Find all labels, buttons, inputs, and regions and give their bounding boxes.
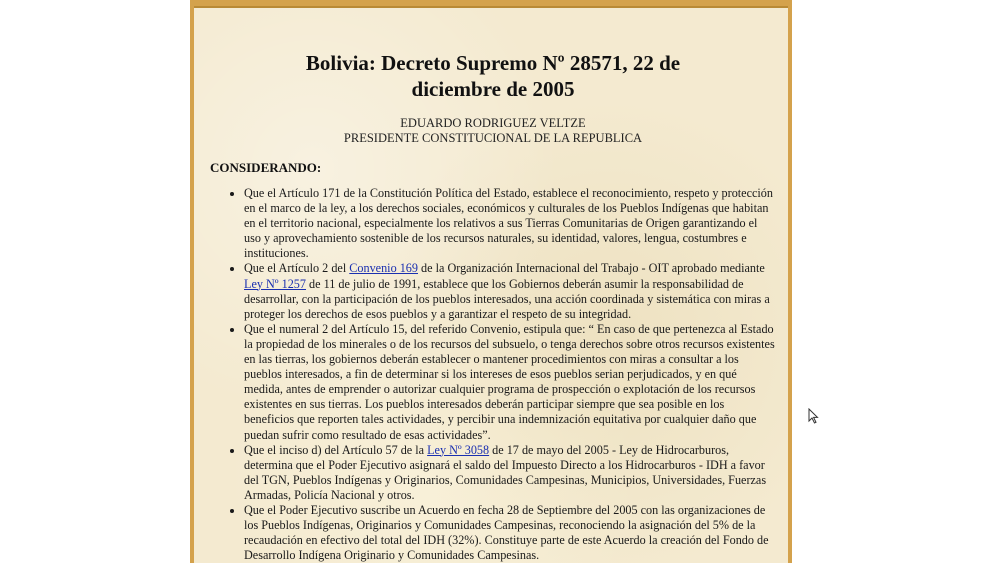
ley-3058-link[interactable]: Ley Nº 3058: [427, 442, 490, 457]
list-item: [244, 261, 776, 321]
ley-1257-link[interactable]: Ley Nº 1257: [244, 276, 306, 291]
item-text: de 11 de julio de 1991, establece que los Gobiernos deberán asumir la responsabilidad de desarrollar, con la participación de los pueblos interesados, una acción coordinada y sistemática con miras a proteger los derechos de esos pueblos y a garantizar el respeto de su integridad.: [244, 276, 770, 321]
document-frame: [190, 0, 792, 563]
item-text: de 17 de mayo del 2005 - Ley de Hidrocarburos, determina que el Poder Ejecutivo asignará el saldo del Impuesto Directo a los Hidrocarburos - IDH a favor del TGN, Pueblos Indígenas y Originarios, Comunidades Campesinas, Municipios, Universidades, Fuerzas Armadas, Policía Nacional y otros.: [244, 442, 767, 502]
list-item: [244, 443, 776, 503]
item-text: Que el inciso d) del Artículo 57 de la: [244, 442, 428, 457]
list-item: [244, 322, 776, 443]
section-heading: CONSIDERANDO:: [210, 160, 322, 175]
page-title: Bolivia: Decreto Supremo Nº 28571, 22 de diciembre de 2005: [305, 51, 681, 101]
mouse-pointer-icon: [808, 408, 820, 424]
president-name: EDUARDO RODRIGUEZ VELTZE: [400, 116, 586, 130]
list-item: [244, 186, 776, 261]
considerando-list: [210, 186, 776, 563]
convenio-169-link[interactable]: Convenio 169: [349, 261, 418, 276]
president-block: [210, 116, 776, 146]
top-border: [194, 0, 788, 8]
item-text: Que el Artículo 171 de la Constitución Política del Estado, establece el reconocimiento, respeto y protección en el marco de la ley, a los derechos sociales, económicos y culturales de los Pueblos Indígenas que habitan en el territorio nacional, especialmente los relativos a sus Tierras Comunitarias de Origen garantizando el uso y aprovechamiento sostenible de los recursos naturales, su identidad, valores, lengua, costumbres e instituciones.: [244, 186, 773, 261]
list-item: [244, 503, 776, 563]
document-content: [210, 50, 776, 563]
president-title: PRESIDENTE CONSTITUCIONAL DE LA REPUBLICA: [343, 131, 643, 145]
item-text: Que el Poder Ejecutivo suscribe un Acuerdo en fecha 28 de Septiembre del 2005 con las organizaciones de los Pueblos Indígenas, Originarios y Comunidades Campesinas, reconociendo la asignación del 5% de la recaudación en efectivo del total del IDH (32%). Constituye parte de este Acuerdo la creación del Fondo de Desarrollo Indígena Originario y Comunidades Campesinas.: [244, 502, 769, 563]
item-text: Que el Artículo 2 del: [244, 261, 350, 276]
item-text: Que el numeral 2 del Artículo 15, del referido Convenio, estipula que: “ En caso de que pertenezca al Estado la propiedad de los minerales o de los recursos del subsuelo, o tenga derechos sobre otros recursos existentes en las tierras, los gobiernos deberán establecer o mantener procedimientos con miras a consultar a los pueblos interesados, a fin de determinar si los intereses de esos pueblos serian perjudicados, y en qué medida, antes de emprender o autorizar cualquier programa de prospección o explotación de los recursos existentes en sus tierras. Los pueblos interesados deberán participar siempre que sea posible en los beneficios que reporten tales actividades, y percibir una indemnización equitativa por cualquier daño que puedan sufrir como resultado de esas actividades”.: [244, 321, 775, 442]
item-text: de la Organización Internacional del Trabajo - OIT aprobado mediante: [418, 261, 765, 276]
